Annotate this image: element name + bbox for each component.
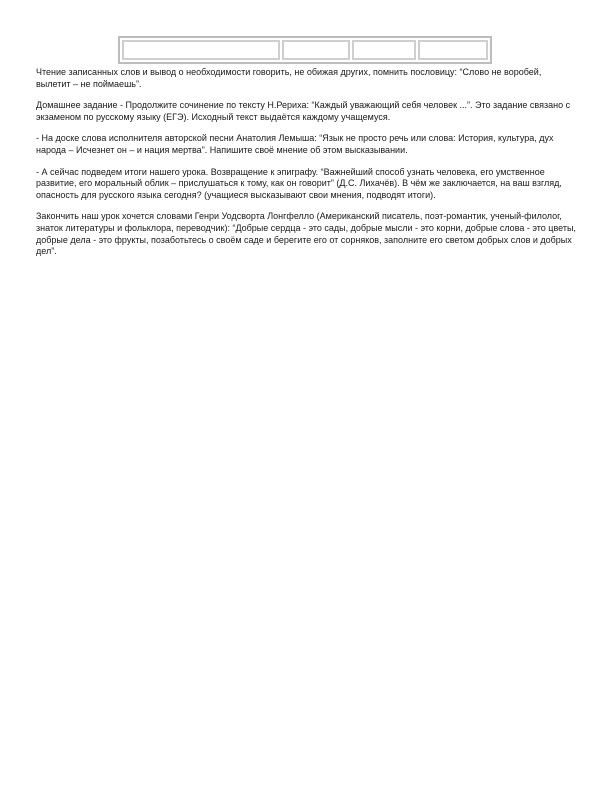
paragraph-summary: - А сейчас подведем итоги нашего урока. Возвращение к эпиграфу. “Важнейший способ узнать человека, его умственное развитие, его моральный облик – прислушаться к тому, как он говорит” (Д.С. Лихачёв). В чём же заключается, на ваш взгляд, опасность для русского языка сегодня? (учащиеся высказывают свои мнения, подводят итоги). [36,166,562,200]
table-cell [352,40,416,60]
paragraph-board-quote: - На доске слова исполнителя авторской песни Анатолия Лемыша: “Язык не просто речь или слова: История, культура, дух народа – Исчезнет он – и нация мертва”. Напишите своё мнение об этом высказывании. [36,133,554,155]
paragraph-homework: Домашнее задание - Продолжите сочинение по тексту Н.Рериха: “Каждый уважающий себя человек ...”. Это задание связано с экзаменом по русскому языку (ЕГЭ). Исходный текст выдаётся каждому учащемуся. [36,100,571,122]
table-cell [282,40,350,60]
paragraph-closing-quote: Закончить наш урок хочется словами Генри Уодсворта Лонгфелло (Американский писатель, поэт-романтик, ученый-филолог, знаток литературы и фольклора, переводчик): “Добрые сердца - это сады, добрые мысли - это корни, добрые слова - это цветы, добрые дела - это фрукты, позаботьтесь о своём саде и берегите его от сорняков, заполните его светом добрых слов и добрых дел”. [36,211,576,257]
paragraph-reading-words: Чтение записанных слов и вывод о необходимости говорить, не обижая других, помнить пословицу: “Слово не воробей, вылетит – не поймаешь”. [36,67,542,89]
document-body [36,67,576,268]
table-cell [122,40,280,60]
table-cell [418,40,488,60]
table-fragment [118,36,492,64]
